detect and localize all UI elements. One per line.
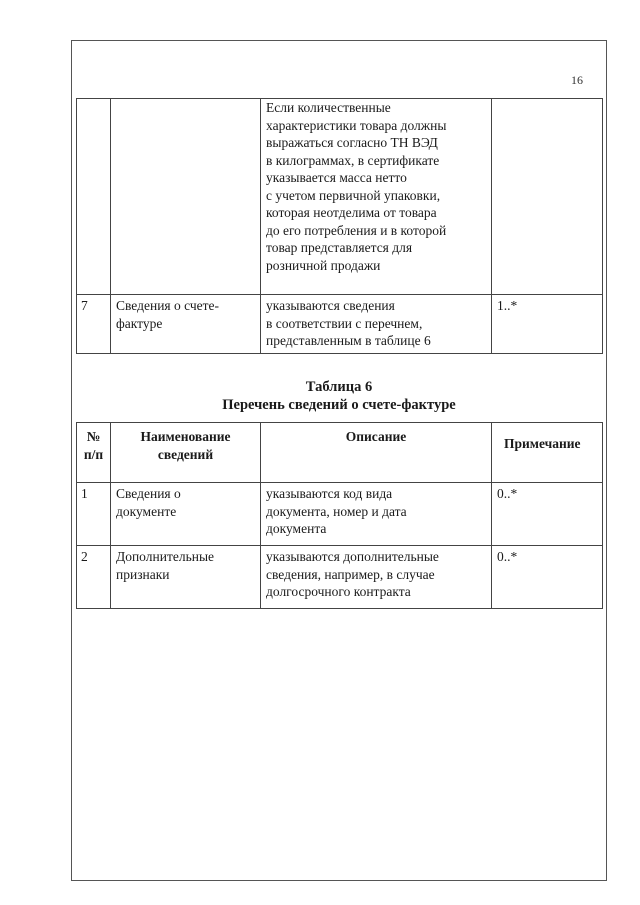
table-row [77,99,603,295]
cell-name [111,483,261,546]
table-row [77,295,603,354]
text-line: Сведения о счете- [116,298,220,313]
cell-description [261,99,492,295]
cell-description [261,483,492,546]
cell-description [261,295,492,354]
table-caption-title: Перечень сведений о счете-фактуре [222,397,456,413]
cell-name [111,99,261,295]
text-line: указываются код вида [266,486,393,501]
text-line: с учетом первичной упаковки, [266,187,441,203]
text-line: представленным в таблице 6 [266,333,431,348]
text-line: сведений [157,446,214,462]
header-num [77,423,111,483]
text-line: признаки [116,566,170,582]
cell-note: 0..* [492,546,603,609]
header-name [111,423,261,483]
text-line: до его потребления и в которой [266,222,447,238]
table-header-row [77,423,603,483]
table-caption-number: Таблица 6 [305,379,373,395]
text-line: № [86,429,101,444]
text-line: в килограммах, в сертификате [266,152,440,168]
table-row [77,546,603,609]
text-line: указываются сведения [266,298,395,313]
text-line: которая неотделима от товара [266,205,437,220]
cell-num: 7 [77,295,111,354]
cell-note: 1..* [492,295,603,354]
text-line: долгосрочного контракта [266,584,411,599]
header-note: Примечание [492,423,603,483]
text-line: документе [116,503,177,519]
text-line: выражаться согласно ТН ВЭД [266,135,438,150]
text-line: п/п [83,446,104,462]
header-description: Описание [261,423,492,483]
text-line: Сведения о [116,486,181,501]
text-line: характеристики товара должны [266,117,447,133]
text-line: указывается масса нетто [266,170,407,185]
text-line: документа [266,521,327,536]
text-line: документа, номер и дата [266,503,407,519]
cell-name [111,546,261,609]
table-row [77,483,603,546]
cell-num: 1 [77,483,111,546]
text-line: розничной продажи [266,257,381,273]
continued-table [76,98,603,354]
cell-description [261,546,492,609]
text-line: Если количественные [266,100,391,115]
text-line: Дополнительные [116,549,215,564]
text-line: в соответствии с перечнем, [266,315,423,331]
cell-num [77,99,111,295]
table-6 [76,422,603,609]
page-number: 16 [571,73,583,87]
cell-note [492,99,603,295]
cell-num: 2 [77,546,111,609]
cell-note: 0..* [492,483,603,546]
text-line: указываются дополнительные [266,549,439,564]
text-line: товар представляется для [266,240,413,255]
cell-name [111,295,261,354]
text-line: фактуре [116,315,163,331]
text-line: Наименование [140,429,231,444]
text-line: сведения, например, в случае [266,566,435,582]
